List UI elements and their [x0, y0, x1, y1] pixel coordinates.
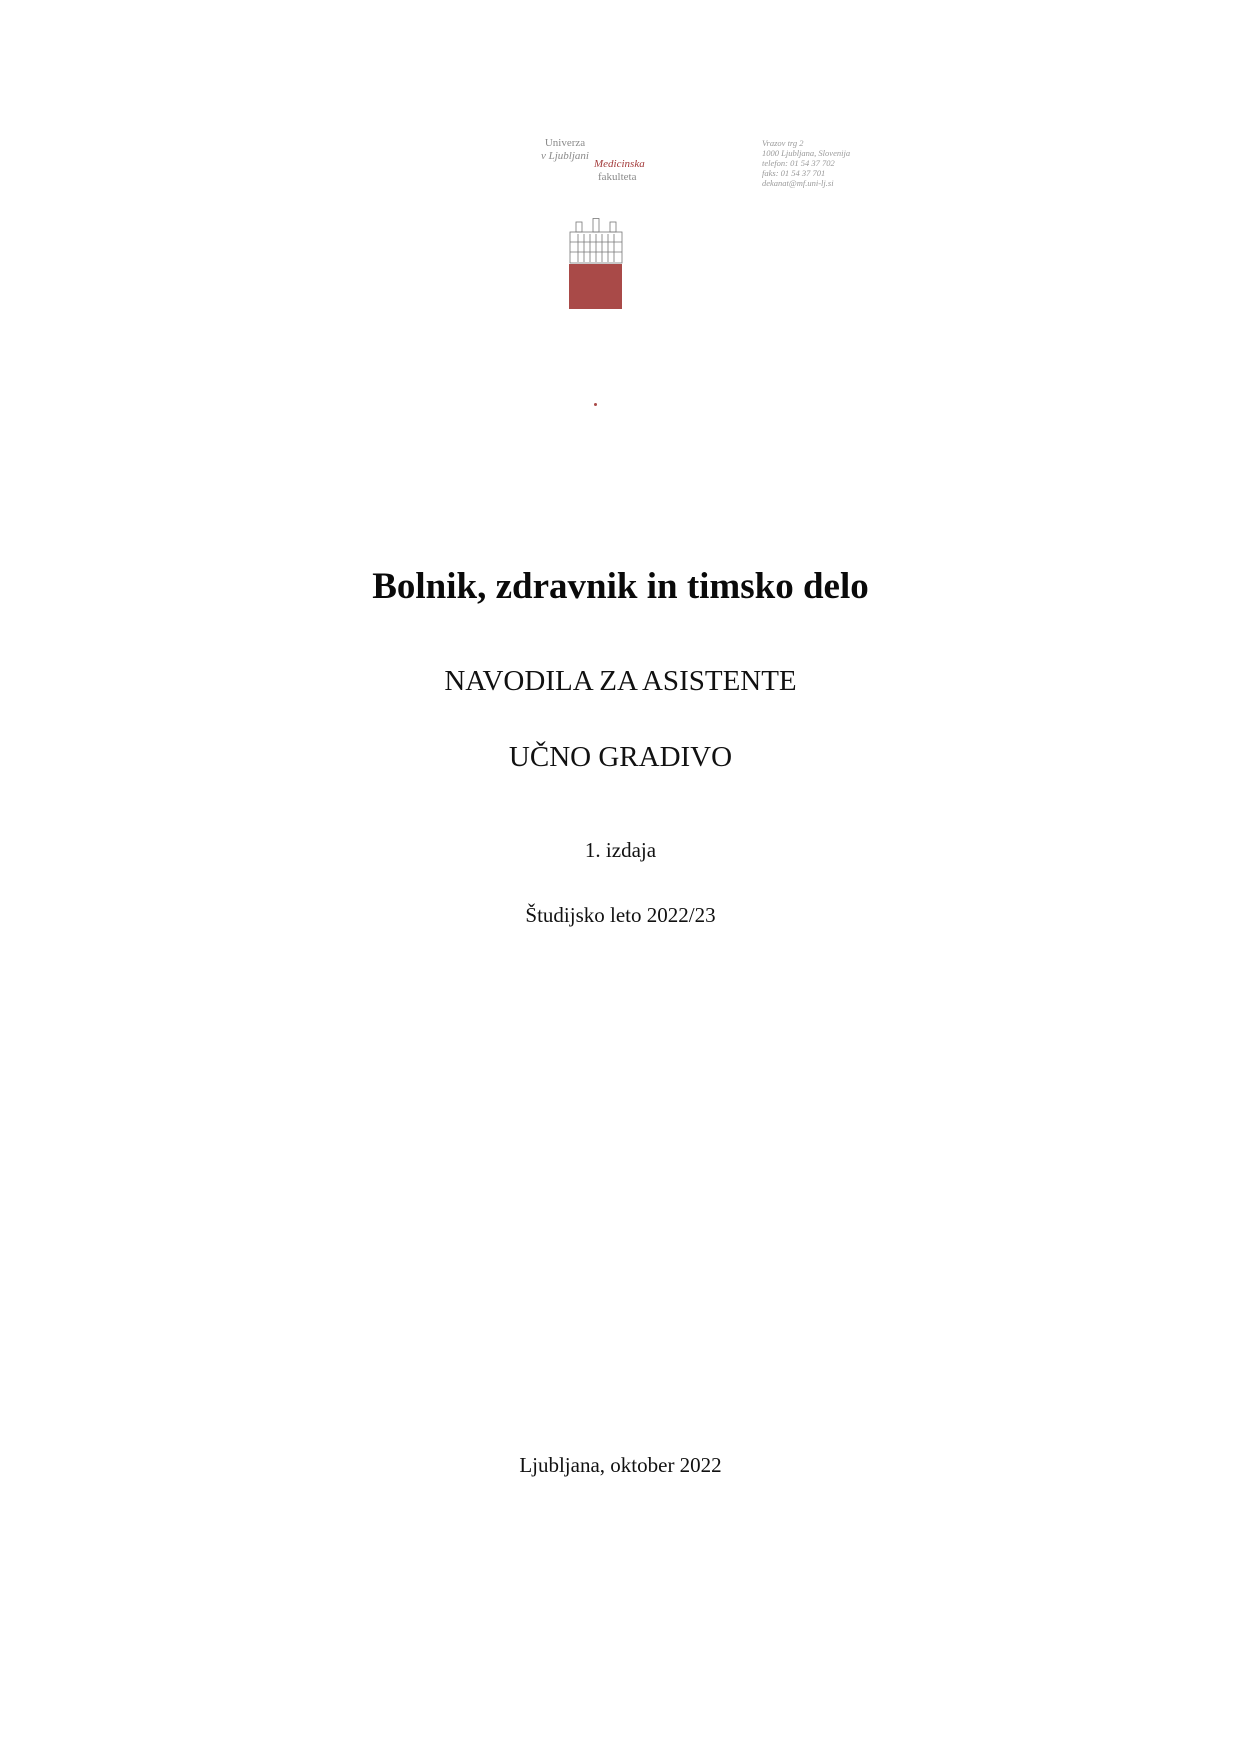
faculty-logo-block: [569, 264, 622, 309]
edition-label: 1. izdaja: [584, 838, 657, 862]
faculty-line-1: Medicinska: [594, 158, 645, 170]
address-line: faks: 01 54 37 701: [762, 168, 826, 178]
address-line: 1000 Ljubljana, Slovenija: [762, 148, 851, 158]
university-line-1: Univerza: [544, 137, 586, 149]
university-building-logo-icon: [568, 218, 624, 264]
address-line: dekanat@mf.uni-lj.si: [762, 178, 834, 188]
faculty-address: [762, 138, 850, 188]
academic-year: Študijsko leto 2022/23: [525, 903, 716, 927]
document-subtitle-material: UČNO GRADIVO: [508, 741, 733, 773]
university-line-2: v Ljubljani: [541, 150, 589, 162]
place-and-date: Ljubljana, oktober 2022: [519, 1453, 722, 1477]
address-line: Vrazov trg 2: [762, 138, 804, 148]
document-subtitle-instructions: NAVODILA ZA ASISTENTE: [444, 665, 797, 697]
document-title: Bolnik, zdravnik in timsko delo: [372, 566, 869, 607]
faculty-line-2: fakulteta: [598, 171, 637, 183]
decorative-dot: [594, 403, 597, 406]
address-line: telefon: 01 54 37 702: [762, 158, 835, 168]
faculty-name: [594, 158, 645, 184]
